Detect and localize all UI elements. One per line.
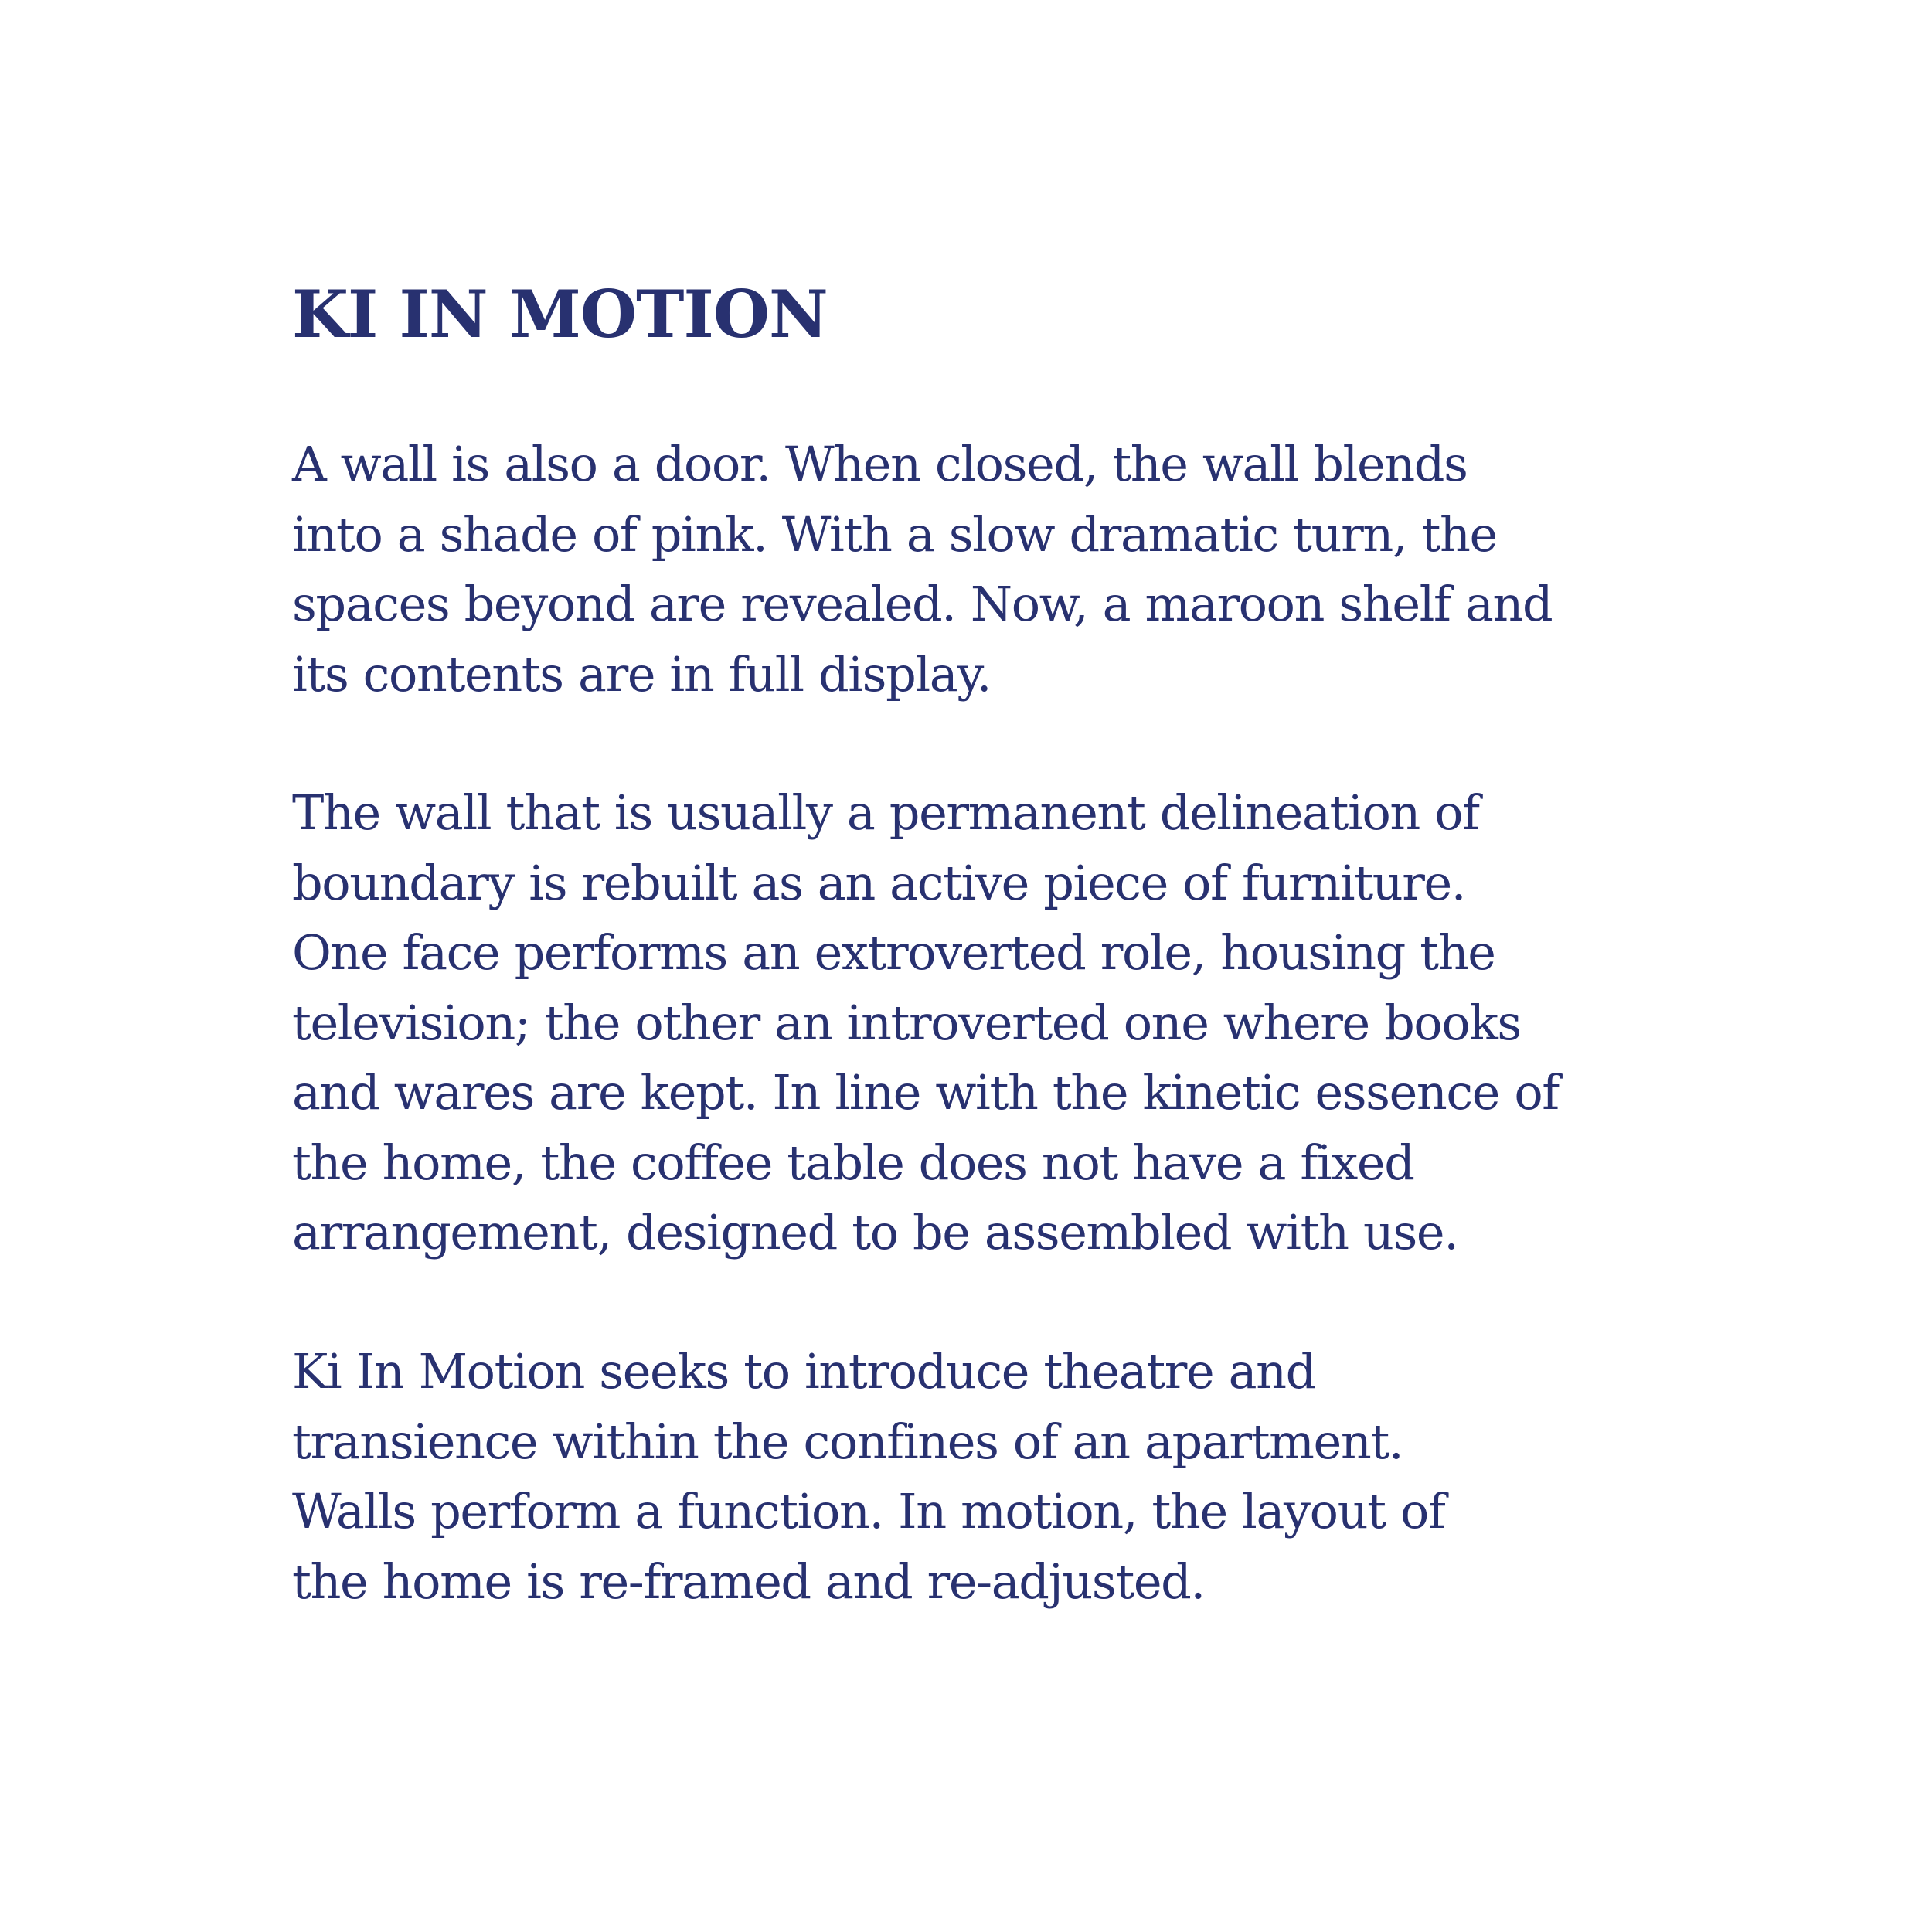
text-line: arrangement, designed to be assembled with use. [292, 1204, 1458, 1260]
text-line: Ki In Motion seeks to introduce theatre and [292, 1343, 1315, 1400]
text-line: its contents are in full display. [292, 645, 992, 702]
text-line: and wares are kept. In line with the kinetic essence of [292, 1064, 1559, 1121]
text-line: the home, the coffee table does not have a fixed [292, 1134, 1414, 1191]
text-line: The wall that is usually a permanent delineation of [292, 784, 1479, 841]
paragraph-wall-furniture [292, 778, 1559, 1268]
paragraph-theatre-transience [292, 1337, 1444, 1617]
document-title: KI IN MOTION [292, 276, 828, 352]
text-line: spaces beyond are revealed. Now, a maroon shelf and [292, 576, 1553, 632]
text-line: the home is re-framed and re-adjusted. [292, 1553, 1205, 1610]
paragraph-wall-door [292, 430, 1552, 709]
text-line: Walls perform a function. In motion, the layout of [292, 1483, 1445, 1539]
text-line: transience within the confines of an apartment. [292, 1413, 1403, 1470]
text-line: A wall is also a door. When closed, the wall blends [292, 436, 1468, 492]
text-line: into a shade of pink. With a slow dramatic turn, the [292, 505, 1497, 563]
text-line: boundary is rebuilt as an active piece of furniture. [292, 854, 1466, 911]
text-line: One face performs an extroverted role, housing the [292, 924, 1495, 981]
text-line: television; the other an introverted one where books [292, 994, 1521, 1051]
